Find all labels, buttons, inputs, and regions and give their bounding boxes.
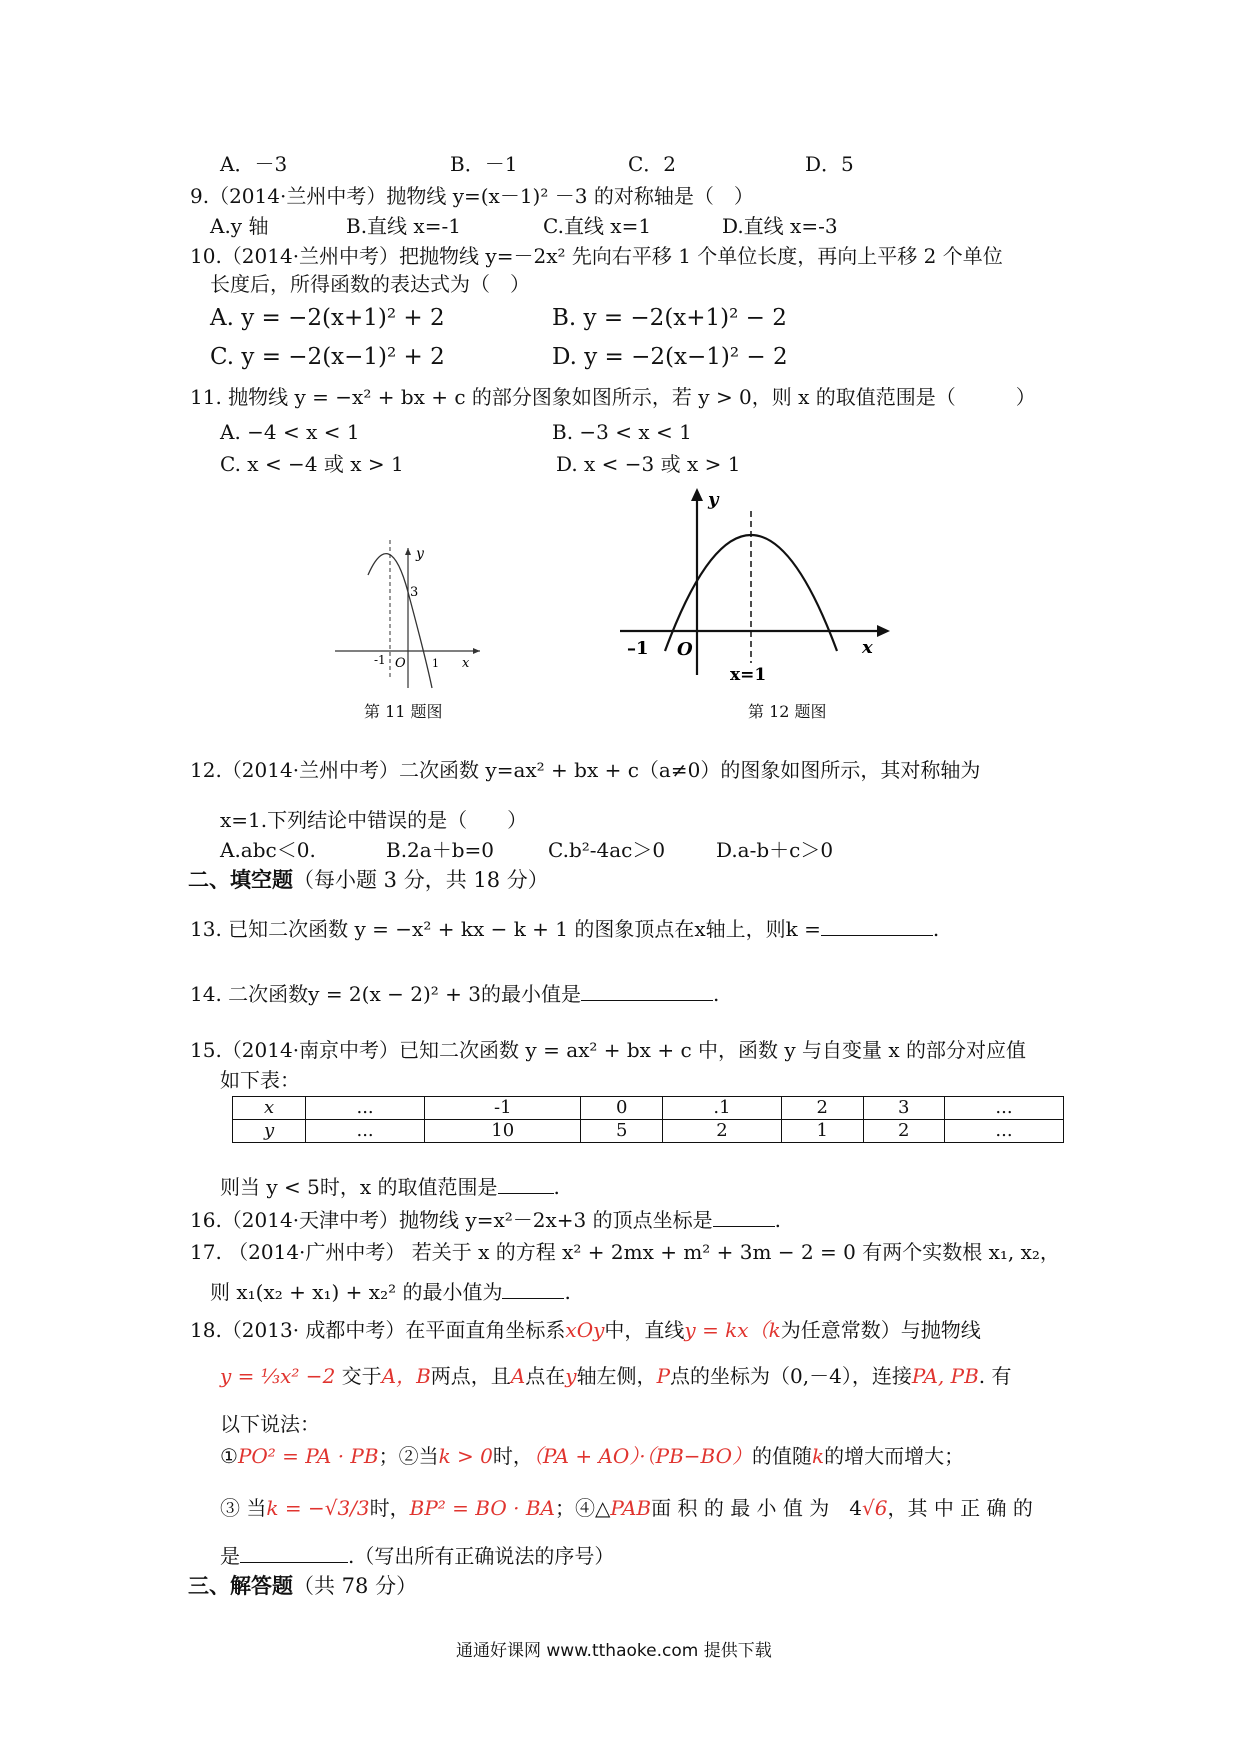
q18-text: 是	[220, 1544, 240, 1568]
q12-option-b: B.2a＋b=0	[386, 838, 494, 862]
q18-math: P	[656, 1364, 671, 1388]
q12-option-c: C.b²-4ac＞0	[548, 838, 666, 862]
q16-text: 16.（2014·天津中考）抛物线 y=x²－2x+3 的顶点坐标是	[190, 1208, 713, 1232]
q15-stem: 15.（2014·南京中考）已知二次函数 y = ax² + bx + c 中，函数 y 与自变量 x 的部分对应值	[190, 1038, 1027, 1062]
fig12-label-y: y	[708, 489, 719, 510]
table-cell: -1	[425, 1097, 581, 1120]
table-cell: ...	[306, 1097, 425, 1120]
q11-option-b: B. −3 < x < 1	[552, 420, 692, 444]
fig12-label-axis: x=1	[730, 665, 767, 685]
figure-12	[615, 485, 895, 700]
q18-math: A	[510, 1364, 526, 1388]
table-cell: 2	[782, 1097, 864, 1120]
q9-option-d: D.直线 x=-3	[722, 214, 838, 238]
q11-stem: 11. 抛物线 y = −x² + bx + c 的部分图象如图所示，若 y > 0，则 x 的取值范围是（ ）	[190, 385, 1036, 409]
table-cell: .1	[662, 1097, 781, 1120]
q18-text: 18.（2013· 成都中考）在平面直角坐标系	[190, 1318, 566, 1342]
q11-option-d: D. x < −3 或 x > 1	[556, 452, 741, 476]
q18-text: 时，	[492, 1444, 533, 1468]
q8-option-b: B．－1	[450, 152, 518, 176]
q18-math: k > 0	[438, 1444, 493, 1468]
q18-math: y = kx（k	[684, 1318, 781, 1342]
q18-math: √6	[862, 1496, 888, 1520]
q13-answer-blank[interactable]	[821, 917, 933, 936]
q18-text: ；②当	[378, 1444, 439, 1468]
table-cell: ...	[306, 1120, 425, 1143]
q8-option-a: A．－3	[220, 152, 288, 176]
q14-text: 14. 二次函数y = 2(x − 2)² + 3的最小值是	[190, 982, 581, 1006]
q11-option-a: A. −4 < x < 1	[220, 420, 360, 444]
q10-option-c: C. y = −2(x−1)² + 2	[210, 344, 445, 370]
figure-11	[330, 530, 490, 690]
q10-stem-cont: 长度后，所得函数的表达式为（ ）	[210, 272, 530, 296]
q18-text: ①	[220, 1444, 238, 1468]
q18-math: y	[565, 1364, 577, 1388]
q18-text: .（写出所有正确说法的序号）	[348, 1544, 615, 1568]
q18-text: 面 积 的 最 小 值 为 4	[651, 1496, 862, 1520]
q18-line-6	[220, 1544, 614, 1568]
section-3-title: 三、解答题	[188, 1574, 293, 1598]
q14-end: .	[712, 982, 720, 1006]
q18-math: y = ⅓x² −2	[220, 1364, 336, 1388]
q17-stem-cont: 则 x₁(x₂ + x₁) + x₂² 的最小值为	[210, 1280, 503, 1304]
fig11-label-neg1: -1	[374, 653, 386, 667]
q8-option-d: D．5	[805, 152, 854, 176]
q18-text: ；④△	[554, 1496, 611, 1520]
table-cell: 3	[863, 1097, 945, 1120]
fig12-label-neg1: –1	[627, 638, 649, 659]
q15-after: 则当 y < 5时，x 的取值范围是	[220, 1175, 498, 1199]
q18-text: 两点，且	[430, 1364, 511, 1388]
fig11-label-3: 3	[410, 585, 419, 600]
table-cell: 0	[581, 1097, 663, 1120]
q17-end: .	[564, 1280, 571, 1304]
q17-stem: 17. （2014·广州中考） 若关于 x 的方程 x² + 2mx + m² + 3m − 2 = 0 有两个实数根 x₁, x₂，	[190, 1240, 1060, 1264]
q18-math: k = −√3/3	[266, 1496, 370, 1520]
q11-option-c: C. x < −4 或 x > 1	[220, 452, 404, 476]
q13	[190, 917, 939, 941]
q18-text: 的增大而增大；	[824, 1444, 965, 1468]
q18-text: 点在	[525, 1364, 566, 1388]
q9-option-c: C.直线 x=1	[543, 214, 652, 238]
q18-math: BP² = BO · BA	[409, 1496, 555, 1520]
table-row-x	[233, 1097, 1064, 1120]
q16-answer-blank[interactable]	[713, 1208, 775, 1227]
q18-line-5	[220, 1496, 1033, 1520]
q13-text: 13. 已知二次函数 y = −x² + kx − k + 1 的图象顶点在x轴上，则k =	[190, 917, 821, 941]
section-3-heading	[188, 1574, 417, 1598]
q18-math: PO² = PA · PB	[237, 1444, 379, 1468]
fig11-label-y: y	[416, 546, 424, 562]
q13-end: .	[932, 917, 940, 941]
table-cell: 1	[782, 1120, 864, 1143]
q15-end: .	[553, 1175, 560, 1199]
q15-question	[220, 1175, 560, 1199]
q18-text: 轴左侧，	[576, 1364, 657, 1388]
q18-math: PA, PB	[911, 1364, 979, 1388]
section-2-note: （每小题 3 分，共 18 分）	[293, 868, 549, 892]
q12-stem-cont: x=1.下列结论中错误的是（ ）	[220, 808, 528, 832]
q18-text: 点的坐标为（0,－4），连接	[670, 1364, 912, 1388]
page-footer: 通通好课网 www.tthaoke.com 提供下载	[456, 1641, 772, 1661]
section-2-heading	[188, 868, 549, 892]
q10-option-b: B. y = −2(x+1)² − 2	[552, 305, 787, 331]
q16	[190, 1208, 781, 1232]
q9-stem: 9.（2014·兰州中考）抛物线 y=(x－1)² －3 的对称轴是（ ）	[190, 184, 754, 208]
q18-math: PAB	[610, 1496, 652, 1520]
q18-math: xOy	[565, 1318, 605, 1342]
section-3-note: （共 78 分）	[293, 1574, 418, 1598]
q12-option-d: D.a-b＋c＞0	[716, 838, 834, 862]
fig12-caption: 第 12 题图	[748, 702, 827, 721]
q18-answer-blank[interactable]	[240, 1544, 348, 1563]
fig11-caption: 第 11 题图	[364, 702, 443, 721]
q18-math: A，B	[381, 1364, 431, 1388]
q15-value-table	[232, 1096, 1064, 1143]
table-cell: y	[233, 1120, 306, 1143]
q8-option-c: C．2	[628, 152, 677, 176]
fig11-label-1: 1	[432, 657, 439, 670]
table-cell: 10	[425, 1120, 581, 1143]
q18-text: 时，	[369, 1496, 410, 1520]
q18-line-4	[220, 1444, 964, 1468]
fig11-label-o: O	[395, 656, 406, 671]
q18-line-3: 以下说法：	[220, 1412, 320, 1436]
q18-text: 为任意常数）与抛物线	[780, 1318, 981, 1342]
q18-line-2	[220, 1364, 1012, 1388]
fig11-label-x: x	[462, 656, 470, 671]
q17-question	[210, 1280, 571, 1304]
q10-stem: 10.（2014·兰州中考）把抛物线 y=－2x² 先向右平移 1 个单位长度，再向上平移 2 个单位	[190, 244, 1003, 268]
q10-option-d: D. y = −2(x−1)² − 2	[552, 344, 788, 370]
q15-answer-blank[interactable]	[498, 1175, 554, 1194]
section-2-title: 二、填空题	[188, 868, 293, 892]
table-cell: x	[233, 1097, 306, 1120]
q16-end: .	[774, 1208, 781, 1232]
q14-answer-blank[interactable]	[581, 982, 713, 1001]
q18-text: 交于	[341, 1364, 382, 1388]
q10-option-a: A. y = −2(x+1)² + 2	[210, 305, 445, 331]
q18-math: k	[812, 1444, 825, 1468]
q18-text: ，其 中 正 确 的	[887, 1496, 1033, 1520]
q18-text: 的值随	[752, 1444, 813, 1468]
fig12-label-x: x	[862, 637, 873, 658]
fig12-label-o: O	[677, 639, 693, 660]
table-cell: ...	[945, 1120, 1064, 1143]
q17-answer-blank[interactable]	[502, 1280, 564, 1299]
q18-math: （PA + AO）·（PB−BO）	[532, 1444, 753, 1468]
q18-text: . 有	[978, 1364, 1012, 1388]
q18-text: ③ 当	[220, 1496, 267, 1520]
q12-stem: 12.（2014·兰州中考）二次函数 y=ax² + bx + c（a≠0）的图象如图所示，其对称轴为	[190, 758, 981, 782]
table-cell: 5	[581, 1120, 663, 1143]
q18-line-1	[190, 1318, 981, 1342]
table-cell: 2	[863, 1120, 945, 1143]
q12-option-a: A.abc＜0.	[220, 838, 316, 862]
table-row-y	[233, 1120, 1064, 1143]
q14	[190, 982, 719, 1006]
table-cell: ...	[945, 1097, 1064, 1120]
q18-text: 中，直线	[604, 1318, 685, 1342]
table-cell: 2	[662, 1120, 781, 1143]
q9-option-b: B.直线 x=-1	[346, 214, 461, 238]
q9-option-a: A.y 轴	[210, 214, 269, 238]
q15-stem-cont: 如下表：	[220, 1068, 300, 1092]
